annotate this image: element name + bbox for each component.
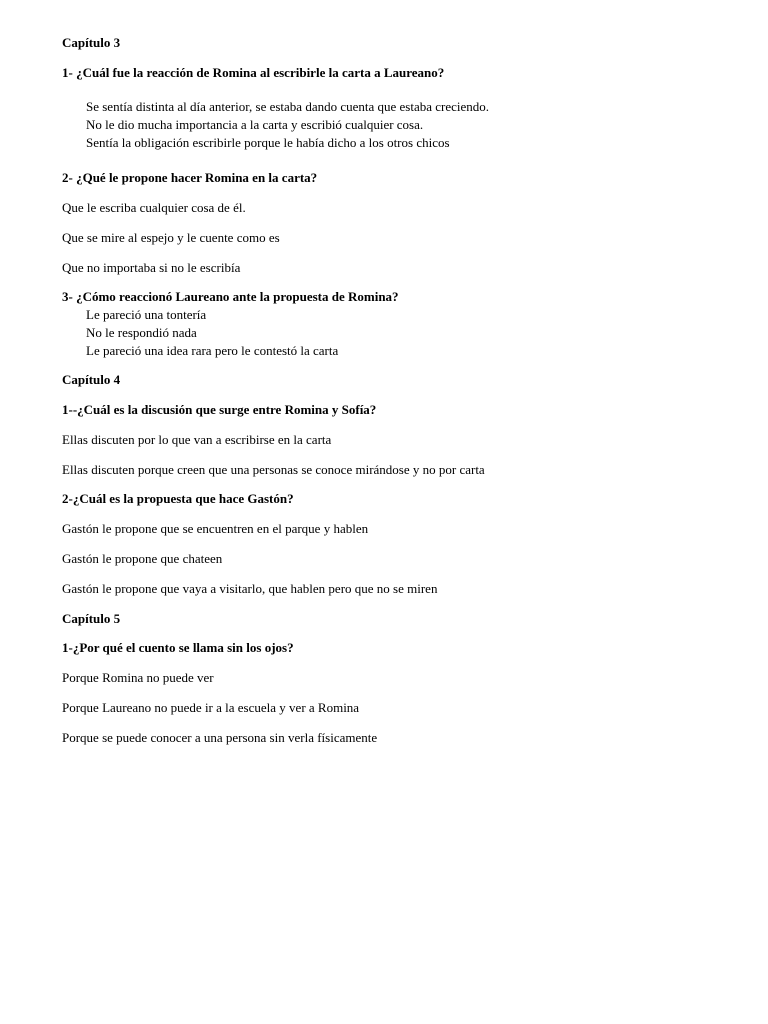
ch3-q3-option-2: No le respondió nada: [86, 325, 197, 340]
ch5-q1-option-2: Porque Laureano no puede ir a la escuela y ver a Romina: [62, 700, 360, 715]
ch3-question-2: 2- ¿Qué le propone hacer Romina en la carta?: [62, 170, 318, 185]
chapter-4-heading: Capítulo 4: [62, 372, 121, 387]
ch3-q2-option-3: Que no importaba si no le escribía: [62, 260, 241, 275]
ch3-q1-option-2: No le dio mucha importancia a la carta y escribió cualquier cosa.: [86, 117, 424, 132]
ch3-question-3: 3- ¿Cómo reaccionó Laureano ante la propuesta de Romina?: [62, 289, 399, 304]
ch5-q1-option-1: Porque Romina no puede ver: [62, 670, 214, 685]
ch5-q1-option-3: Porque se puede conocer a una persona sin verla físicamente: [62, 730, 378, 745]
ch4-q1-option-1: Ellas discuten por lo que van a escribirse en la carta: [62, 432, 332, 447]
ch3-q3-option-1: Le pareció una tontería: [86, 307, 207, 322]
ch3-q2-option-1: Que le escriba cualquier cosa de él.: [62, 200, 246, 215]
ch3-question-1: 1- ¿Cuál fue la reacción de Romina al escribirle la carta a Laureano?: [62, 65, 445, 80]
chapter-5-heading: Capítulo 5: [62, 611, 121, 626]
ch3-q1-option-3: Sentía la obligación escribirle porque le había dicho a los otros chicos: [86, 135, 450, 150]
ch4-question-1: 1--¿Cuál es la discusión que surge entre Romina y Sofía?: [62, 402, 377, 417]
chapter-3-heading: Capítulo 3: [62, 35, 121, 50]
ch5-question-1: 1-¿Por qué el cuento se llama sin los ojos?: [62, 640, 294, 655]
ch4-q2-option-1: Gastón le propone que se encuentren en el parque y hablen: [62, 521, 369, 536]
ch3-q3-option-3: Le pareció una idea rara pero le contestó la carta: [86, 343, 339, 358]
ch3-q1-option-1: Se sentía distinta al día anterior, se estaba dando cuenta que estaba creciendo.: [86, 99, 490, 114]
ch4-q1-option-2: Ellas discuten porque creen que una personas se conoce mirándose y no por carta: [62, 462, 485, 477]
ch4-question-2: 2-¿Cuál es la propuesta que hace Gastón?: [62, 491, 294, 506]
ch4-q2-option-3: Gastón le propone que vaya a visitarlo, que hablen pero que no se miren: [62, 581, 438, 596]
ch4-q2-option-2: Gastón le propone que chateen: [62, 551, 223, 566]
ch3-q2-option-2: Que se mire al espejo y le cuente como es: [62, 230, 280, 245]
